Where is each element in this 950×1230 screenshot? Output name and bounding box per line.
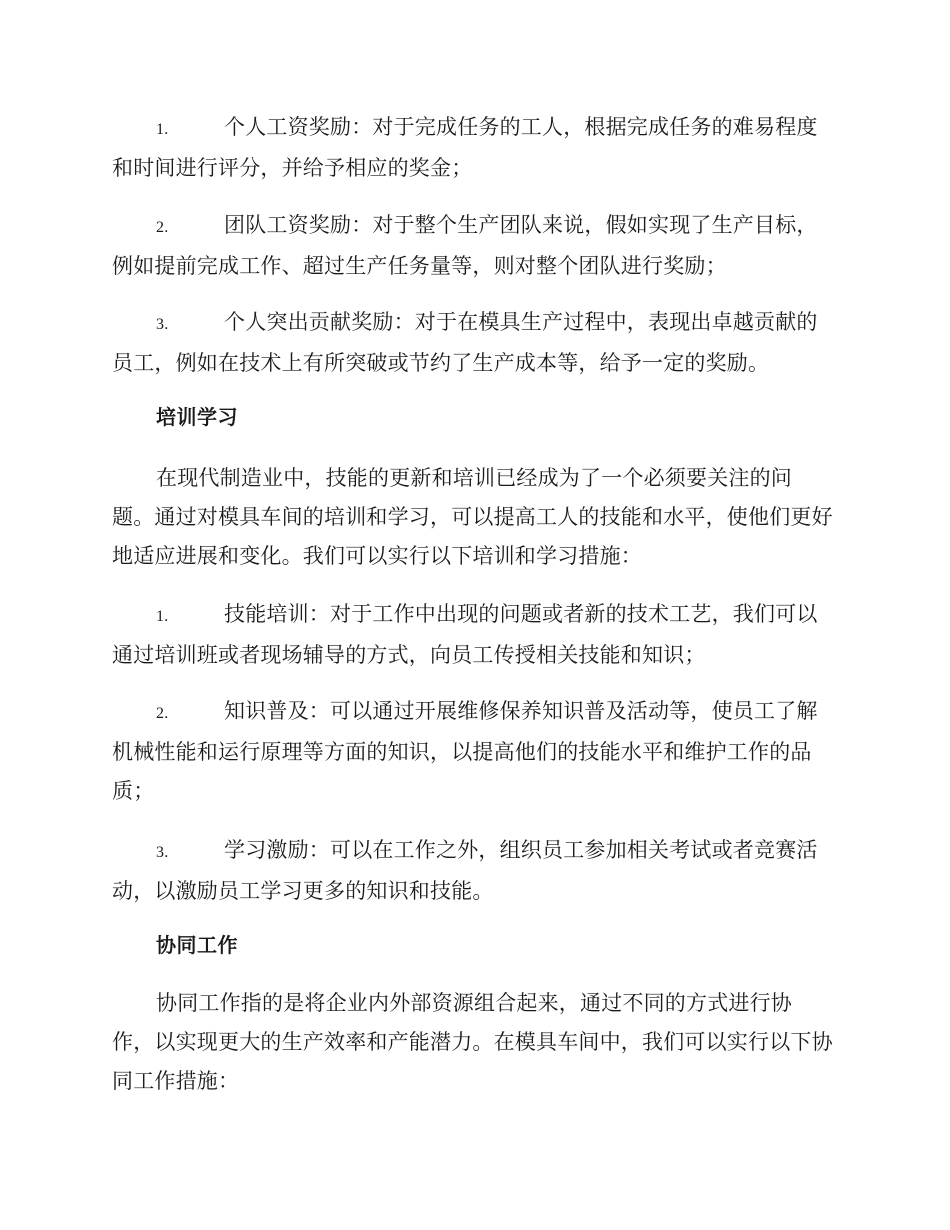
list-item-text: 学习激励：可以在工作之外，组织员工参加相关考试或者竞赛活动，以激励员工学习更多的知识和技能。 xyxy=(112,838,818,903)
reward-item-1 xyxy=(112,108,834,188)
list-item-text: 团队工资奖励：对于整个生产团队来说，假如实现了生产目标，例如提前完成工作、超过生产任务量等，则对整个团队进行奖励； xyxy=(112,213,818,278)
list-number: 3. xyxy=(156,316,169,333)
list-item-text: 个人突出贡献奖励：对于在模具生产过程中，表现出卓越贡献的员工，例如在技术上有所突破或节约了生产成本等，给予一定的奖励。 xyxy=(112,310,818,375)
list-number: 2. xyxy=(156,219,169,236)
list-number: 3. xyxy=(156,844,169,861)
training-item-2 xyxy=(112,692,834,811)
reward-item-3 xyxy=(112,303,834,383)
training-item-1 xyxy=(112,595,834,675)
section-heading-collaboration: 协同工作 xyxy=(156,933,238,957)
list-item-text: 技能培训：对于工作中出现的问题或者新的技术工艺，我们可以通过培训班或者现场辅导的方式，向员工传授相关技能和知识； xyxy=(112,602,818,667)
list-item-text: 知识普及：可以通过开展维修保养知识普及活动等，使员工了解机械性能和运行原理等方面的知识，以提高他们的技能水平和维护工作的品质； xyxy=(112,699,818,803)
collab-intro-paragraph: 协同工作指的是将企业内外部资源组合起来，通过不同的方式进行协作，以实现更大的生产效率和产能潜力。在模具车间中，我们可以实行以下协同工作措施： xyxy=(112,991,833,1093)
training-intro-paragraph: 在现代制造业中，技能的更新和培训已经成为了一个必须要关注的问题。通过对模具车间的培训和学习，可以提高工人的技能和水平，使他们更好地适应进展和变化。我们可以实行以下培训和学习措施： xyxy=(112,466,833,568)
list-number: 2. xyxy=(156,705,169,722)
section-heading-training: 培训学习 xyxy=(156,405,238,429)
training-item-3 xyxy=(112,831,834,911)
list-number: 1. xyxy=(156,121,169,138)
list-number: 1. xyxy=(156,608,169,625)
reward-item-2 xyxy=(112,206,834,286)
list-item-text: 个人工资奖励：对于完成任务的工人，根据完成任务的难易程度和时间进行评分，并给予相应的奖金； xyxy=(112,115,818,180)
